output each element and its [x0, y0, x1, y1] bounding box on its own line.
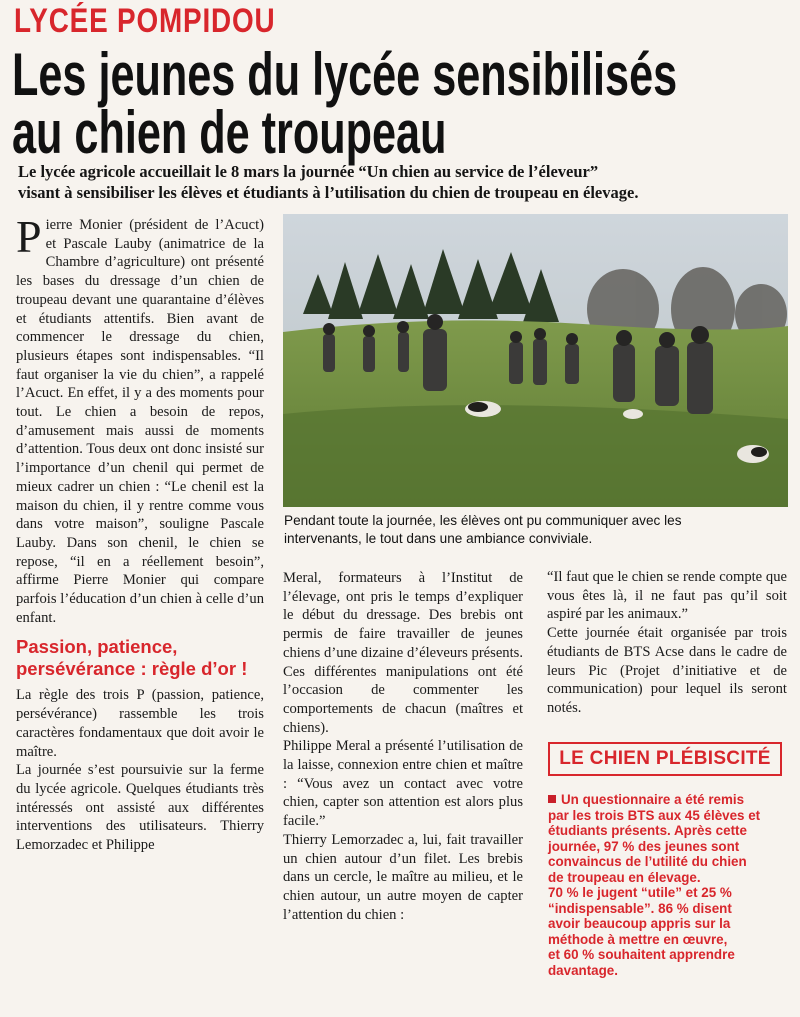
box-line: de troupeau en élevage. — [548, 869, 701, 885]
article-headline — [12, 41, 678, 166]
box-line: et 60 % souhaitent apprendre — [548, 947, 735, 962]
box-line: 70 % le jugent “utile” et 25 % — [548, 885, 732, 900]
box-line: journée, 97 % des jeunes sont — [548, 838, 740, 854]
body-paragraph-5: Philippe Meral a présenté l’utilisation de la laisse, connexion entre chien et maître : “Vous avez un contact avec votre chien, capter son attention est alors plus facile.” — [283, 738, 523, 830]
article-kicker: LYCÉE POMPIDOU — [14, 2, 276, 40]
body-paragraph-3: La journée s’est poursuivie sur la ferme du lycée agricole. Quelques étudiants très intéressés ont assisté aux différentes interventions des utilisateurs. Thierry Lemorzadec et Philippe — [16, 762, 264, 854]
caption-line-1: Pendant toute la journée, les élèves ont pu communiquer avec les — [284, 513, 682, 528]
body-paragraph-6: Thierry Lemorzadec a, lui, fait travailler un chien autour d’un filet. Les brebis dans un cercle, le maître au milieu, et le chien autour, un autre moyen de capter l’attention du chien : — [283, 831, 523, 923]
caption-line-2: intervenants, le tout dans une ambiance conviviale. — [284, 531, 593, 546]
subhead-line-2: persévérance : règle d’or ! — [16, 658, 248, 680]
article-column-3 — [547, 568, 787, 718]
headline-line-2: au chien de troupeau — [12, 99, 447, 166]
article-column-2 — [283, 569, 523, 924]
box-line: méthode à mettre en œuvre, — [548, 931, 728, 947]
section-subhead — [16, 636, 264, 680]
box-line: davantage. — [548, 962, 618, 978]
box-line: étudiants présents. Après cette — [548, 823, 747, 838]
box-line: par les trois BTS aux 45 élèves et — [548, 807, 761, 823]
article-lead — [18, 161, 798, 203]
subhead-line-1: Passion, patience, — [16, 636, 178, 658]
box-line: avoir beaucoup appris sur la — [548, 916, 731, 931]
body-paragraph-7: “Il faut que le chien se rende compte que vous êtes là, il ne faut pas qu’il soit aspiré par les animaux.” — [547, 569, 787, 623]
box-line-text: Un questionnaire a été remis — [561, 792, 745, 807]
body-paragraph-2: La règle des trois P (passion, patience, persévérance) rassemble les trois caractères fondamentaux que doit avoir le maître. — [16, 687, 264, 760]
body-paragraph-1-text: ierre Monier (président de l’Acuct) et Pascale Lauby (animatrice de la Chambre d’agriculture) ont présenté les bases du dressage d’un chien de troupeau devant une quarantaine d’élèves et étudiants attentifs. Bien avant de commencer le dressage du chien, plusieurs étapes sont indispensables. “Il faut organiser la vie du chien”, a rappelé l’Acuct. En effet, il y a des moments pour tout. Le chien a besoin de repos, d’amusement mais aussi de moments d’attention. Tous deux ont donc insisté sur l’importance d’un chenil qui permet de mieux cadrer un chien : “Le chenil est la maison du chien, il y rentre comme vous dans votre maison”, souligne Pascale Lauby. Dans son chenil, le chien se repose, “il en a réellement besoin”, affirme Pierre Monier qui compare parfois l’éducation d’un chien à celle d’un enfant. — [16, 217, 264, 626]
article-photo — [283, 214, 788, 507]
lead-line-1: Le lycée agricole accueillait le 8 mars la journée “Un chien au service de l’éleveur” — [18, 162, 599, 181]
body-paragraph-4: Meral, formateurs à l’Institut de l’élevage, ont pris le temps d’expliquer le début du dressage. Des brebis ont permis de faire travailler de jeunes chiens d’une dizaine d’éleveurs présents. Ces différentes manipulations ont été l’occasion de commenter les comportements de chacun (maîtres et chiens). — [283, 570, 523, 736]
box-line — [548, 792, 788, 808]
body-paragraph-8: Cette journée était organisée par trois étudiants de BTS Acse dans le cadre de leurs Pic (Projet d’initiative et de communication) pour lequel ils seront notés. — [547, 625, 787, 716]
bullet-square-icon — [548, 795, 556, 803]
lead-line-2: visant à sensibiliser les élèves et étudiants à l’utilisation du chien de troupeau en élevage. — [18, 183, 639, 202]
box-line: “indispensable”. 86 % disent — [548, 900, 732, 916]
box-line: convaincus de l’utilité du chien — [548, 854, 747, 869]
body-paragraph-1 — [16, 211, 264, 627]
drop-cap: P — [16, 211, 42, 262]
photo-caption — [284, 512, 789, 548]
article-column-1 — [16, 211, 264, 855]
photo-illustration — [283, 214, 788, 507]
sidebar-box-title: LE CHIEN PLÉBISCITÉ — [548, 742, 782, 776]
sidebar-box-text — [548, 792, 788, 978]
headline-line-1: Les jeunes du lycée sensibilisés — [12, 41, 678, 108]
